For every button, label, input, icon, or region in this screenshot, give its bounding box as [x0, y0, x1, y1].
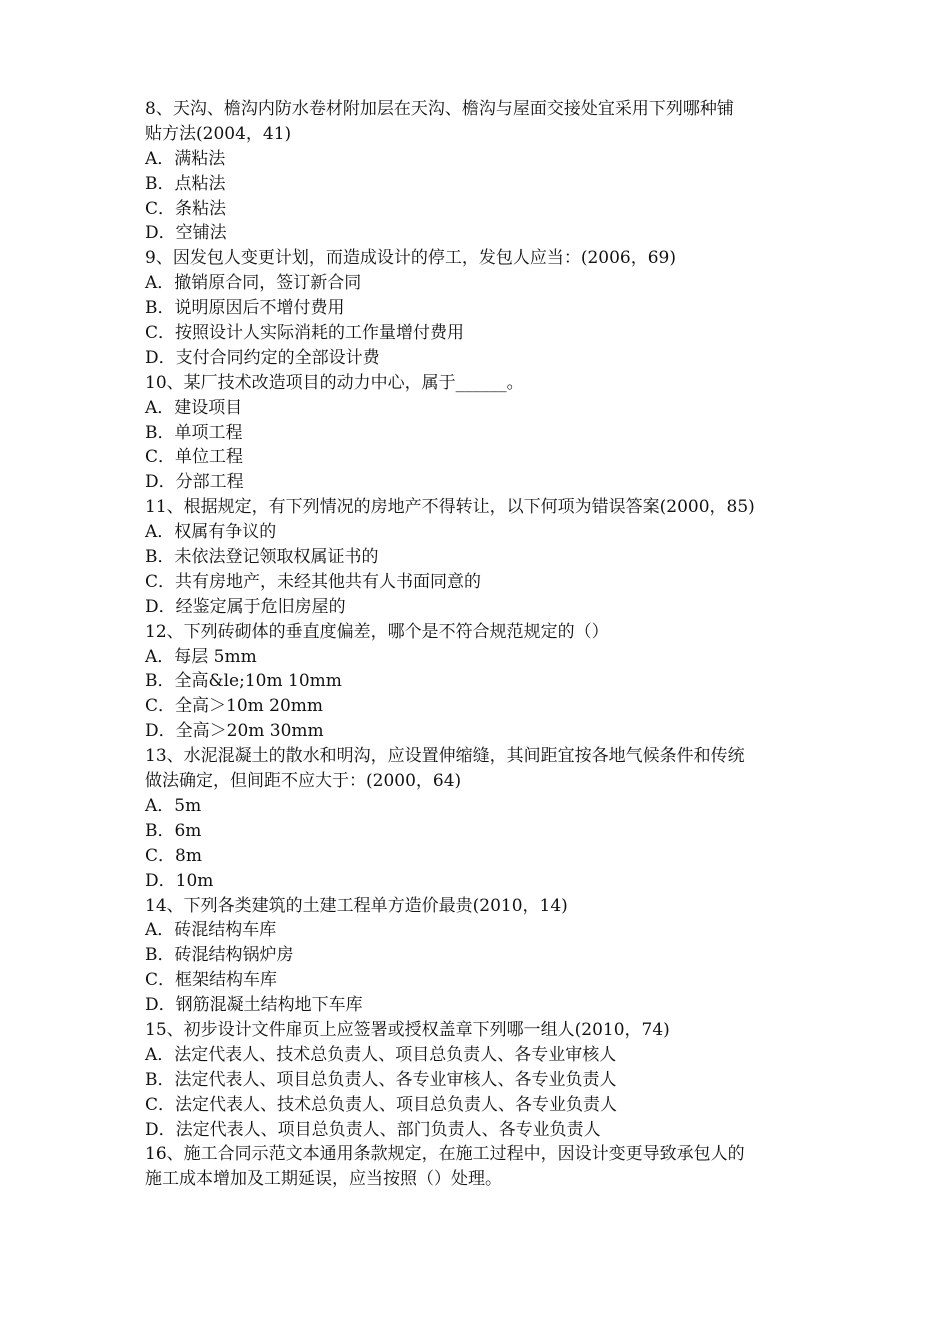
option-list	[145, 918, 810, 1018]
option-item: B．未依法登记领取权属证书的	[145, 547, 379, 568]
question-block	[145, 620, 810, 744]
question-text-line: 施工成本增加及工期延误，应当按照（）处理。	[145, 1169, 502, 1190]
question-block	[145, 246, 810, 370]
option-item: D．钢筋混凝土结构地下车库	[145, 995, 363, 1016]
option-item: A．满粘法	[145, 148, 226, 169]
question-text-line: 12、下列砖砌体的垂直度偏差，哪个是不符合规范规定的（）	[145, 621, 609, 642]
option-item: D．法定代表人、项目总负责人、部门负责人、各专业负责人	[145, 1119, 601, 1140]
option-list	[145, 520, 810, 620]
option-item: C．法定代表人、技术总负责人、项目总负责人、各专业负责人	[145, 1094, 618, 1115]
option-item: A．撤销原合同，签订新合同	[145, 273, 362, 294]
document-page	[145, 97, 810, 1192]
question-block	[145, 1018, 810, 1142]
option-item: C．按照设计人实际消耗的工作量增付费用	[145, 323, 465, 344]
option-list	[145, 396, 810, 496]
option-item: B．砖混结构锅炉房	[145, 945, 294, 966]
question-text-line: 9、因发包人变更计划，而造成设计的停工，发包人应当：(2006，69)	[145, 248, 676, 269]
question-text-line: 做法确定，但间距不应大于：(2000，64)	[145, 771, 462, 792]
question-text-line: 10、某厂技术改造项目的动力中心，属于______。	[145, 372, 524, 393]
option-item: C．全高＞10m 20mm	[145, 696, 324, 717]
option-item: A．法定代表人、技术总负责人、项目总负责人、各专业审核人	[145, 1044, 617, 1065]
option-item: C．条粘法	[145, 198, 227, 219]
option-item: A．每层 5mm	[145, 646, 257, 667]
question-text-line: 11、根据规定，有下列情况的房地产不得转让，以下何项为错误答案(2000，85)	[145, 497, 755, 518]
option-item: C．框架结构车库	[145, 970, 278, 991]
option-list	[145, 645, 810, 745]
option-item: C．8m	[145, 845, 202, 866]
option-item: D．10m	[145, 870, 214, 891]
option-item: D．支付合同约定的全部设计费	[145, 347, 380, 368]
option-item: B．说明原因后不增付费用	[145, 298, 345, 319]
option-item: D．分部工程	[145, 472, 244, 493]
question-block	[145, 371, 810, 495]
option-item: D．全高＞20m 30mm	[145, 721, 324, 742]
option-item: D．空铺法	[145, 223, 227, 244]
option-item: B．单项工程	[145, 422, 243, 443]
question-text-line: 8、天沟、檐沟内防水卷材附加层在天沟、檐沟与屋面交接处宜采用下列哪种铺	[145, 99, 734, 119]
option-item: B．全高&le;10m 10mm	[145, 671, 342, 692]
option-item: A．权属有争议的	[145, 522, 277, 543]
option-item: D．经鉴定属于危旧房屋的	[145, 596, 346, 617]
question-text-line: 16、施工合同示范文本通用条款规定，在施工过程中，因设计变更导致承包人的	[145, 1144, 745, 1165]
option-list	[145, 271, 810, 371]
option-item: B．6m	[145, 820, 202, 841]
question-text-line: 14、下列各类建筑的土建工程单方造价最贵(2010，14)	[145, 895, 568, 916]
option-item: B．点粘法	[145, 173, 226, 194]
question-block	[145, 495, 810, 619]
option-item: C．单位工程	[145, 447, 244, 468]
option-item: A．5m	[145, 795, 202, 816]
question-block	[145, 1142, 810, 1192]
option-item: A．建设项目	[145, 397, 243, 418]
question-block	[145, 97, 810, 246]
option-item: A．砖混结构车库	[145, 920, 277, 941]
question-text-line: 15、初步设计文件扉页上应签署或授权盖章下列哪一组人(2010，74)	[145, 1019, 670, 1040]
option-list	[145, 1043, 810, 1143]
question-text-line: 13、水泥混凝土的散水和明沟，应设置伸缩缝，其间距宜按各地气候条件和传统	[145, 746, 745, 767]
option-list	[145, 147, 810, 247]
question-block	[145, 744, 810, 893]
option-item: B．法定代表人、项目总负责人、各专业审核人、各专业负责人	[145, 1069, 617, 1090]
question-text-line: 贴方法(2004，41)	[145, 123, 292, 144]
option-list	[145, 794, 810, 894]
question-block	[145, 894, 810, 1018]
option-item: C．共有房地产，未经其他共有人书面同意的	[145, 571, 482, 592]
